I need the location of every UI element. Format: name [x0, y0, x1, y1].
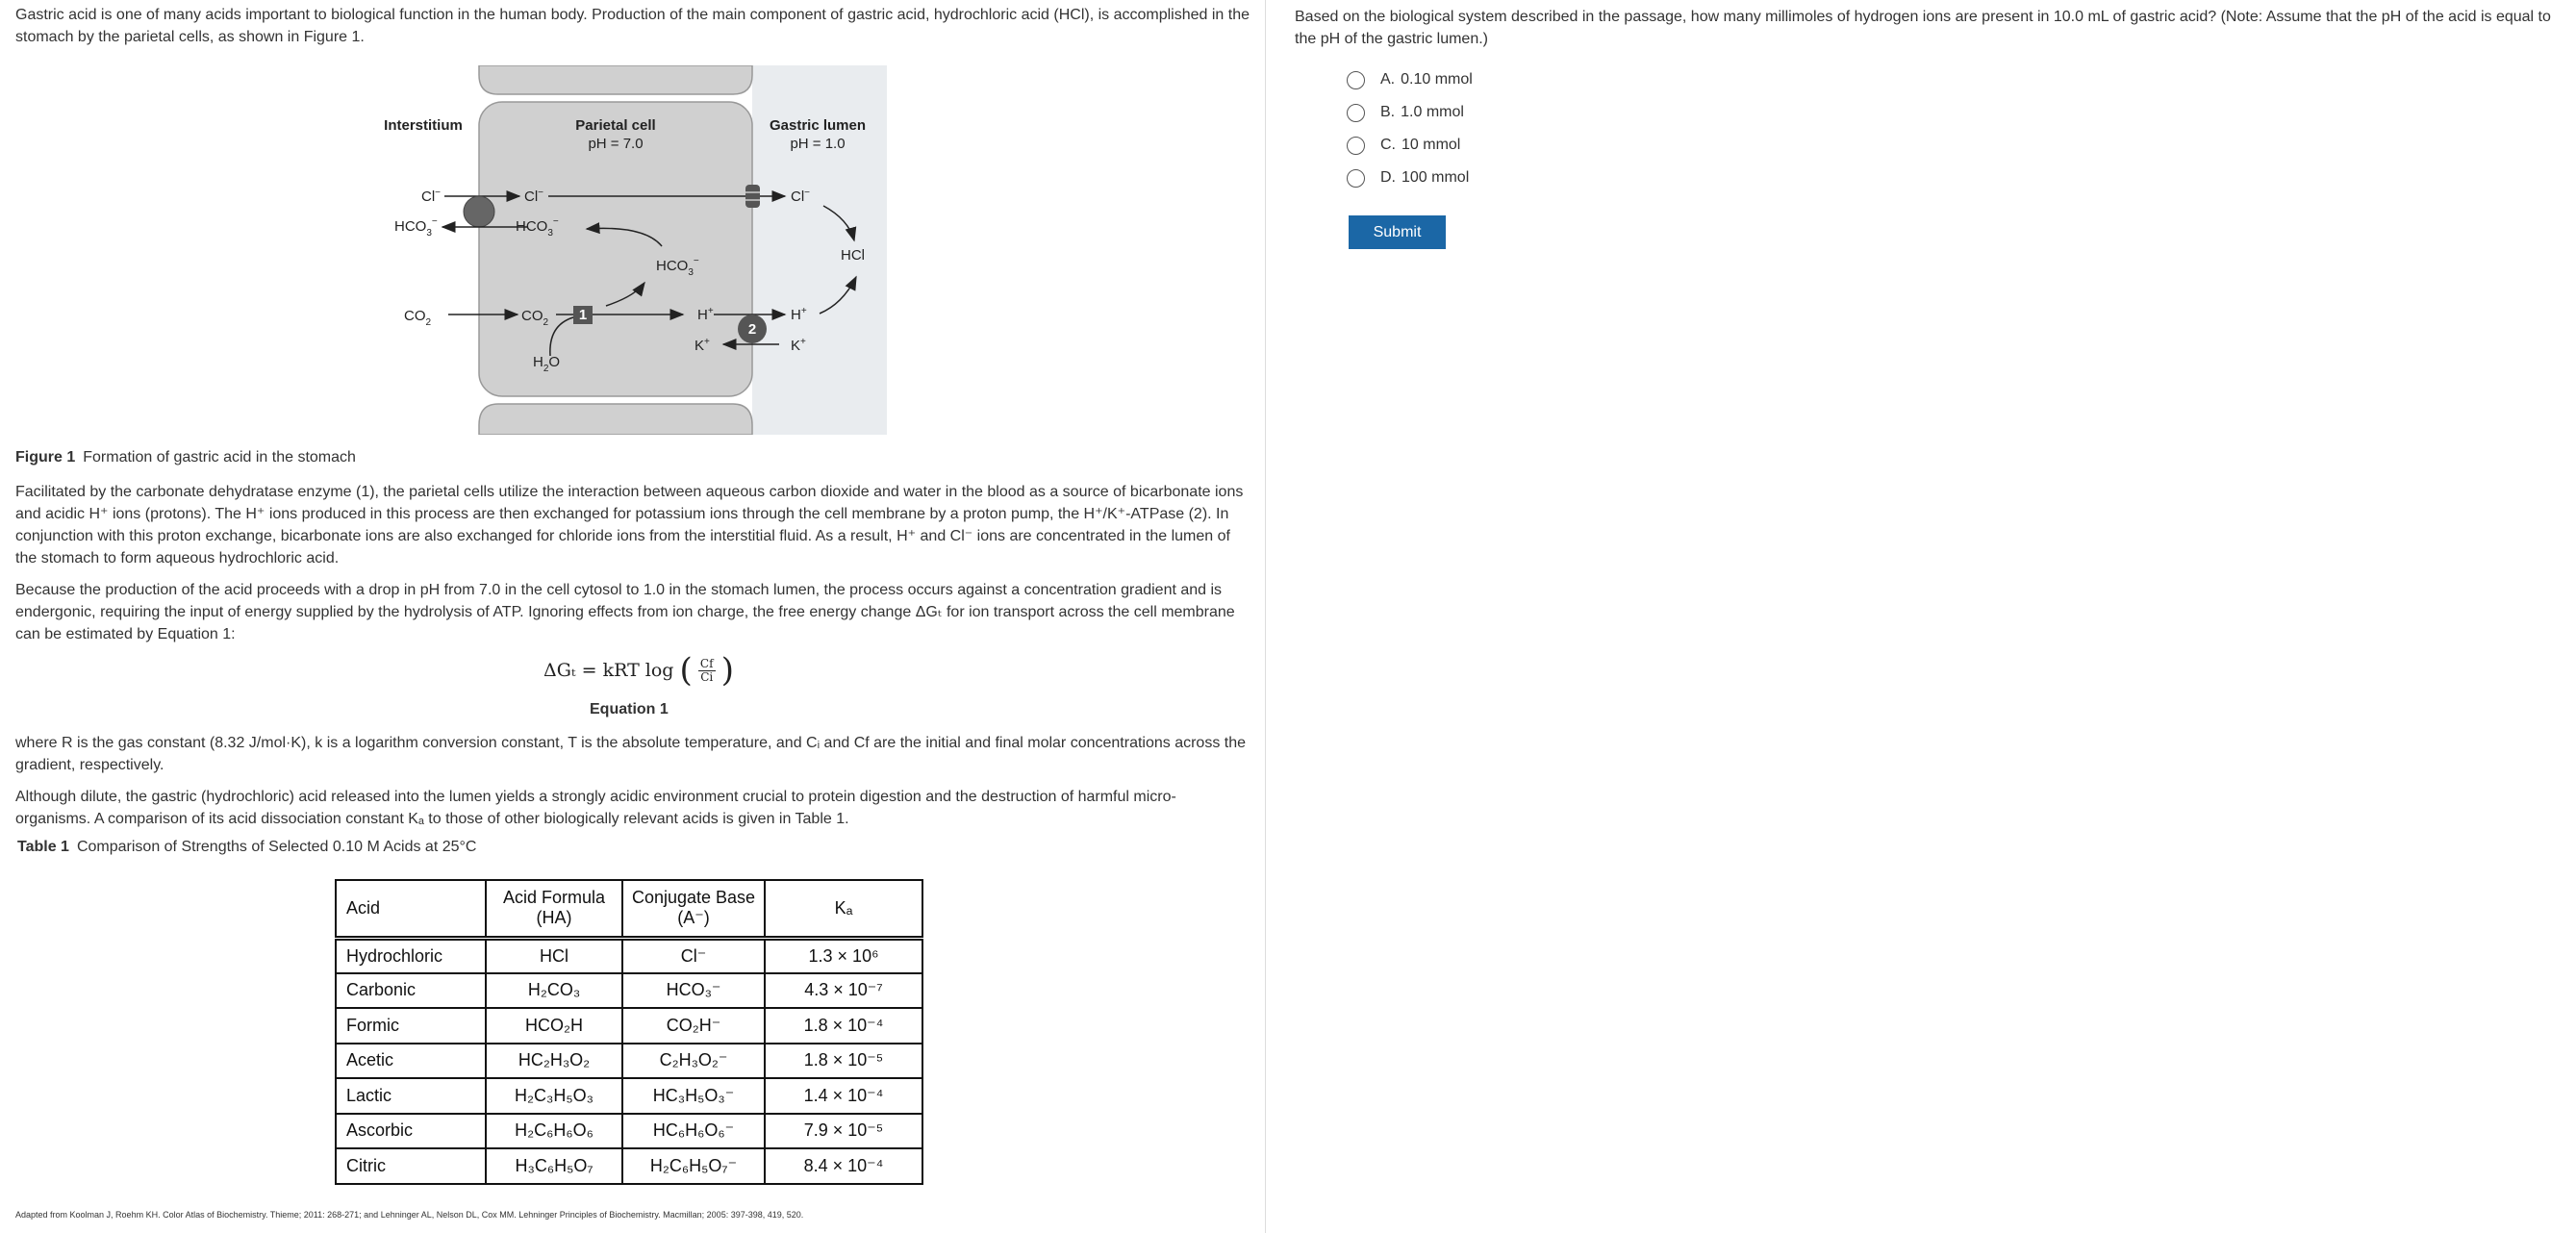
table-row: [336, 973, 922, 1009]
table-row: [336, 1078, 922, 1114]
source-citation: Adapted from Koolman J, Roehm KH. Color Atlas of Biochemistry. Thieme; 2011: 268-271; and Lehninger AL, Nelson DL, Cox MM. Lehninger Principles of Biochemistry. Macmillan; 2005: 397-398, 419, 520.: [15, 1210, 804, 1220]
figure-caption-label: Figure 1: [15, 449, 76, 466]
table-caption-label: Table 1: [17, 839, 69, 855]
table-caption-text: Comparison of Strengths of Selected 0.10 M Acids at 25°C: [76, 839, 477, 855]
figure-caption: [15, 449, 356, 466]
table-row: [336, 1148, 922, 1184]
cell-formula: HC₂H₃O₂: [486, 1044, 622, 1079]
cell-acid: Ascorbic: [336, 1114, 486, 1149]
figure-1: [356, 65, 887, 435]
lumen-label: Gastric lumen: [769, 117, 867, 134]
k-lumen: K+: [791, 337, 806, 354]
cell-formula: H₃C₆H₅O₇: [486, 1148, 622, 1184]
submit-button[interactable]: Submit: [1349, 215, 1446, 249]
header-acid-formula: Acid Formula (HA): [486, 880, 622, 938]
equation-numerator: Cf: [699, 656, 714, 670]
hco3-interstitium: $HCO_3^-$: [394, 216, 438, 239]
cell-base: H₂C₆H₅O₇⁻: [622, 1148, 765, 1184]
option-d[interactable]: [1347, 162, 2549, 194]
option-letter: C.: [1380, 137, 1396, 153]
cl-cell: Cl−: [524, 188, 544, 205]
cell-acid: Formic: [336, 1008, 486, 1044]
header-conjugate-base: Conjugate Base (A⁻): [622, 880, 765, 938]
equation-1: ΔGₜ = kRT log ( $\frac{Cf}{Ci}$ ): [543, 651, 734, 690]
lumen-ph-label: pH = 1.0: [790, 136, 846, 152]
radio-c[interactable]: [1347, 137, 1365, 155]
neighbor-cell-bottom: [479, 404, 752, 435]
passage-energy-paragraph: Because the production of the acid proceeds with a drop in pH from 7.0 in the cell cytosol to 1.0 in the stomach lumen, the process occurs against a concentration gradient and is endergonic, requiring the input of energy supplied by the hydrolysis of ATP. Ignoring effects from ion charge, the free energy change ΔGₜ for ion transport across the cell membrane can be estimated by Equation 1:: [15, 582, 1235, 642]
radio-a[interactable]: [1347, 71, 1365, 89]
cell-base: C₂H₃O₂⁻: [622, 1044, 765, 1079]
table-row: [336, 1044, 922, 1079]
equation-denominator: Ci: [700, 669, 714, 684]
cell-base: CO₂H⁻: [622, 1008, 765, 1044]
h2o-cell: $H_2O$: [533, 354, 561, 374]
option-letter: D.: [1380, 169, 1396, 186]
table-row: [336, 1114, 922, 1149]
parietal-cell-label: Parietal cell: [575, 117, 656, 134]
cell-formula: H₂C₃H₅O₃: [486, 1078, 622, 1114]
hco3-product: $HCO_3^-$: [656, 256, 699, 278]
option-text: 1.0 mmol: [1401, 104, 1464, 120]
option-text: 10 mmol: [1402, 137, 1461, 153]
cell-ka: 1.8 × 10⁻⁴: [765, 1008, 922, 1044]
equation-fraction: [698, 658, 716, 684]
cell-formula: H₂CO₃: [486, 973, 622, 1009]
equation-label: Equation 1: [590, 701, 669, 717]
cell-base: HC₃H₅O₃⁻: [622, 1078, 765, 1114]
cell-ka: 7.9 × 10⁻⁵: [765, 1114, 922, 1149]
cell-ka: 1.3 × 10⁶: [765, 938, 922, 973]
figure-caption-text: Formation of gastric acid in the stomach: [83, 449, 356, 466]
h-cell: H+: [697, 306, 714, 323]
option-text: 100 mmol: [1402, 169, 1470, 186]
h-lumen: H+: [791, 306, 807, 323]
option-c[interactable]: [1347, 129, 2549, 162]
cell-base: Cl⁻: [622, 938, 765, 973]
table-caption: [17, 839, 476, 856]
cell-base: HCO₃⁻: [622, 973, 765, 1009]
option-letter: A.: [1380, 71, 1396, 88]
hco3-cell: $HCO_3^-$: [516, 216, 559, 239]
parietal-ph-label: pH = 7.0: [588, 136, 644, 152]
option-letter: B.: [1380, 104, 1396, 120]
equation-lhs: ΔGₜ = kRT log: [543, 660, 674, 681]
cell-formula: HCO₂H: [486, 1008, 622, 1044]
neighbor-cell-top: [479, 65, 752, 94]
gastric-acid-diagram: [356, 65, 887, 435]
option-a[interactable]: [1347, 63, 2549, 96]
table-row: [336, 938, 922, 973]
chloride-channel: [745, 185, 760, 208]
cl-interstitium: Cl−: [421, 188, 442, 205]
cell-ka: 1.8 × 10⁻⁵: [765, 1044, 922, 1079]
cell-acid: Carbonic: [336, 973, 486, 1009]
cell-ka: 1.4 × 10⁻⁴: [765, 1078, 922, 1114]
radio-b[interactable]: [1347, 104, 1365, 122]
co2-interstitium: $CO_2$: [404, 308, 432, 328]
cell-ka: 8.4 × 10⁻⁴: [765, 1148, 922, 1184]
header-ka: Kₐ: [765, 880, 922, 938]
cell-acid: Lactic: [336, 1078, 486, 1114]
passage-enzyme-paragraph: Facilitated by the carbonate dehydratase enzyme (1), the parietal cells utilize the interaction between aqueous carbon dioxide and water in the blood as a source of bicarbonate ions and acidic H⁺ ions (protons). The H⁺ ions produced in this process are then exchanged for potassium ions through the cell membrane by a proton pump, the H⁺/K⁺-ATPase (2). In conjunction with this proton exchange, bicarbonate ions are also exchanged for chloride ions from the interstitial fluid. As a result, H⁺ and Cl⁻ ions are concentrated in the lumen of the stomach to form aqueous hydrochloric acid.: [15, 484, 1244, 566]
cell-acid: Citric: [336, 1148, 486, 1184]
passage-where-paragraph: where R is the gas constant (8.32 J/mol·K), k is a logarithm conversion constant, T is the absolute temperature, and Cᵢ and Cf are the initial and final molar concentrations across the gradient, respectively.: [15, 735, 1247, 773]
cell-base: HC₆H₆O₆⁻: [622, 1114, 765, 1149]
answer-options: [1295, 63, 2549, 194]
option-text: 0.10 mmol: [1401, 71, 1473, 88]
co2-cell: $CO_2$: [521, 308, 549, 328]
radio-d[interactable]: [1347, 169, 1365, 188]
passage-dilute-paragraph: Although dilute, the gastric (hydrochloric) acid released into the lumen yields a strongly acidic environment crucial to protein digestion and the destruction of harmful micro-organisms. A comparison of its acid dissociation constant Kₐ to those of other biologically relevant acids is given in Table 1.: [15, 789, 1176, 827]
question-pane: [1266, 0, 2576, 1233]
enzyme-1-label: 1: [578, 307, 588, 323]
cell-formula: HCl: [486, 938, 622, 973]
hcl-lumen: HCl: [841, 247, 865, 264]
anion-exchanger: [464, 196, 494, 227]
table-header-row: [336, 880, 922, 938]
cell-acid: Acetic: [336, 1044, 486, 1079]
header-acid: Acid: [336, 880, 486, 938]
k-cell: K+: [695, 337, 710, 354]
question-stem: Based on the biological system described in the passage, how many millimoles of hydrogen ions are present in 10.0 mL of gastric acid? (Note: Assume that the pH of the acid is equal to the pH of the gastric lumen.): [1295, 9, 2551, 47]
cell-formula: H₂C₆H₆O₆: [486, 1114, 622, 1149]
cl-lumen: Cl−: [791, 188, 811, 205]
interstitium-label: Interstitium: [384, 117, 463, 134]
passage-intro: Gastric acid is one of many acids important to biological function in the human body. Production of the main component of gastric acid, hydrochloric acid (HCl), is accomplished in the stomach by the parietal cells, as shown in Figure 1.: [15, 7, 1250, 45]
acid-strength-table: [335, 879, 923, 1185]
option-b[interactable]: [1347, 96, 2549, 129]
cell-acid: Hydrochloric: [336, 938, 486, 973]
table-row: [336, 1008, 922, 1044]
cell-ka: 4.3 × 10⁻⁷: [765, 973, 922, 1009]
pump-2-label: 2: [747, 321, 757, 338]
